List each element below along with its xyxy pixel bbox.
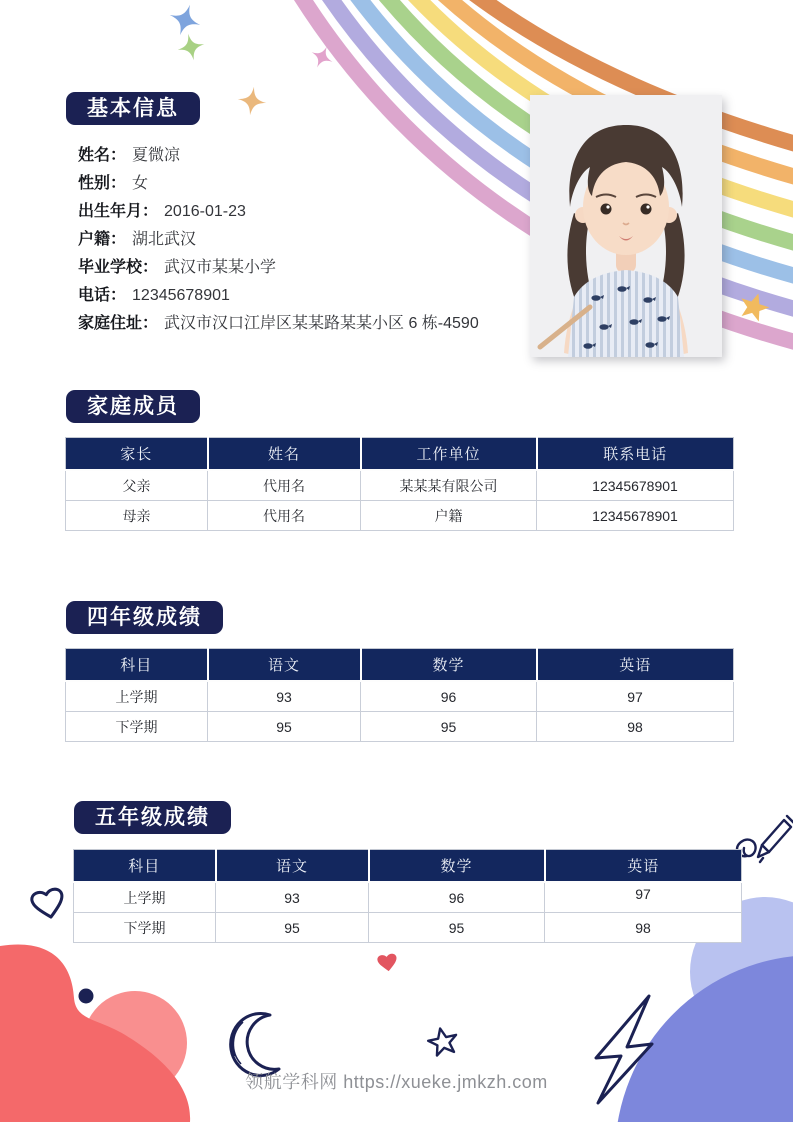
cell: 某某某有限公司 <box>361 470 537 501</box>
cell: 上学期 <box>66 681 208 712</box>
cell: 95 <box>369 913 545 943</box>
family-col-parent: 家长 <box>66 438 208 471</box>
info-row-phone <box>78 282 479 310</box>
gender-value: 女 <box>132 175 149 192</box>
grade5-col-chinese: 语文 <box>216 850 369 883</box>
section-title-family: 家庭成员 <box>66 390 200 423</box>
cell: 93 <box>216 882 369 913</box>
gold-star-icon <box>736 289 772 323</box>
family-col-workunit: 工作单位 <box>361 438 537 471</box>
school-label: 毕业学校： <box>78 259 159 276</box>
table-row <box>66 681 734 712</box>
basic-info-list <box>78 142 479 338</box>
birthdate-label: 出生年月： <box>78 203 159 220</box>
table-row <box>66 712 734 742</box>
watermark-text: 领航学科网 https://xueke.jmkzh.com <box>245 1072 548 1092</box>
grade4-col-english: 英语 <box>537 649 734 682</box>
address-value: 武汉市汉口江岸区某某路某某小区 6 栋-4590 <box>164 315 479 332</box>
cell: 上学期 <box>74 882 216 913</box>
cell: 下学期 <box>74 913 216 943</box>
info-row-name <box>78 142 479 170</box>
family-col-name: 姓名 <box>208 438 361 471</box>
grade5-col-english: 英语 <box>545 850 742 883</box>
sparkle-star-orange-icon <box>236 85 269 118</box>
section-title-basic-info: 基本信息 <box>66 92 200 125</box>
pencil-squiggle-icon <box>737 816 793 862</box>
family-header-row <box>66 438 734 471</box>
table-row <box>74 882 742 913</box>
table-row <box>66 501 734 531</box>
crescent-moon-icon <box>231 1013 279 1075</box>
grade4-col-chinese: 语文 <box>208 649 361 682</box>
address-label: 家庭住址： <box>78 315 159 332</box>
cell: 93 <box>208 681 361 712</box>
grade5-col-math: 数学 <box>369 850 545 883</box>
cell: 母亲 <box>66 501 208 531</box>
grade5-scores-table <box>73 849 742 943</box>
navy-dot <box>79 989 94 1004</box>
grade4-col-subject: 科目 <box>66 649 208 682</box>
cell: 96 <box>369 882 545 913</box>
cell: 代用名 <box>208 470 361 501</box>
cell: 97 <box>537 681 734 712</box>
table-row <box>74 913 742 943</box>
cell: 95 <box>361 712 537 742</box>
grade4-scores-table <box>65 648 734 742</box>
gender-label: 性别： <box>78 175 127 192</box>
info-row-birthdate <box>78 198 479 226</box>
cell: 96 <box>361 681 537 712</box>
cell: 95 <box>208 712 361 742</box>
student-photo <box>530 95 722 357</box>
name-value: 夏微凉 <box>132 147 181 164</box>
cell: 代用名 <box>208 501 361 531</box>
phone-value: 12345678901 <box>132 287 230 304</box>
heart-filled-icon <box>377 953 398 972</box>
info-row-school <box>78 254 479 282</box>
grade5-col-subject: 科目 <box>74 850 216 883</box>
sparkle-star-pink-icon <box>307 42 338 73</box>
phone-label: 电话： <box>78 287 127 304</box>
name-label: 姓名： <box>78 147 127 164</box>
cell: 下学期 <box>66 712 208 742</box>
residence-label: 户籍： <box>78 231 127 248</box>
table-row <box>66 470 734 501</box>
star-outline-icon <box>426 1026 459 1057</box>
family-table <box>65 437 734 531</box>
sparkle-star-blue-icon <box>165 0 205 40</box>
cell: 98 <box>537 712 734 742</box>
cell: 父亲 <box>66 470 208 501</box>
section-title-grade5: 五年级成绩 <box>74 801 231 834</box>
birthdate-value: 2016-01-23 <box>164 203 246 220</box>
cell: 12345678901 <box>537 470 734 501</box>
section-title-grade4: 四年级成绩 <box>66 601 223 634</box>
info-row-address <box>78 310 479 338</box>
cell: 12345678901 <box>537 501 734 531</box>
purple-blob <box>615 955 793 1122</box>
grade4-header-row <box>66 649 734 682</box>
cell: 98 <box>545 913 742 943</box>
heart-outline-icon <box>31 888 66 920</box>
info-row-residence <box>78 226 479 254</box>
info-row-gender <box>78 170 479 198</box>
cell: 户籍 <box>361 501 537 531</box>
grade5-header-row <box>74 850 742 883</box>
coral-blob <box>0 944 190 1122</box>
sparkle-star-green-icon <box>175 31 207 63</box>
grade4-col-math: 数学 <box>361 649 537 682</box>
residence-value: 湖北武汉 <box>132 231 197 248</box>
cell: 95 <box>216 913 369 943</box>
family-col-phone: 联系电话 <box>537 438 734 471</box>
cell: 97 <box>545 882 742 913</box>
school-value: 武汉市某某小学 <box>164 259 277 276</box>
